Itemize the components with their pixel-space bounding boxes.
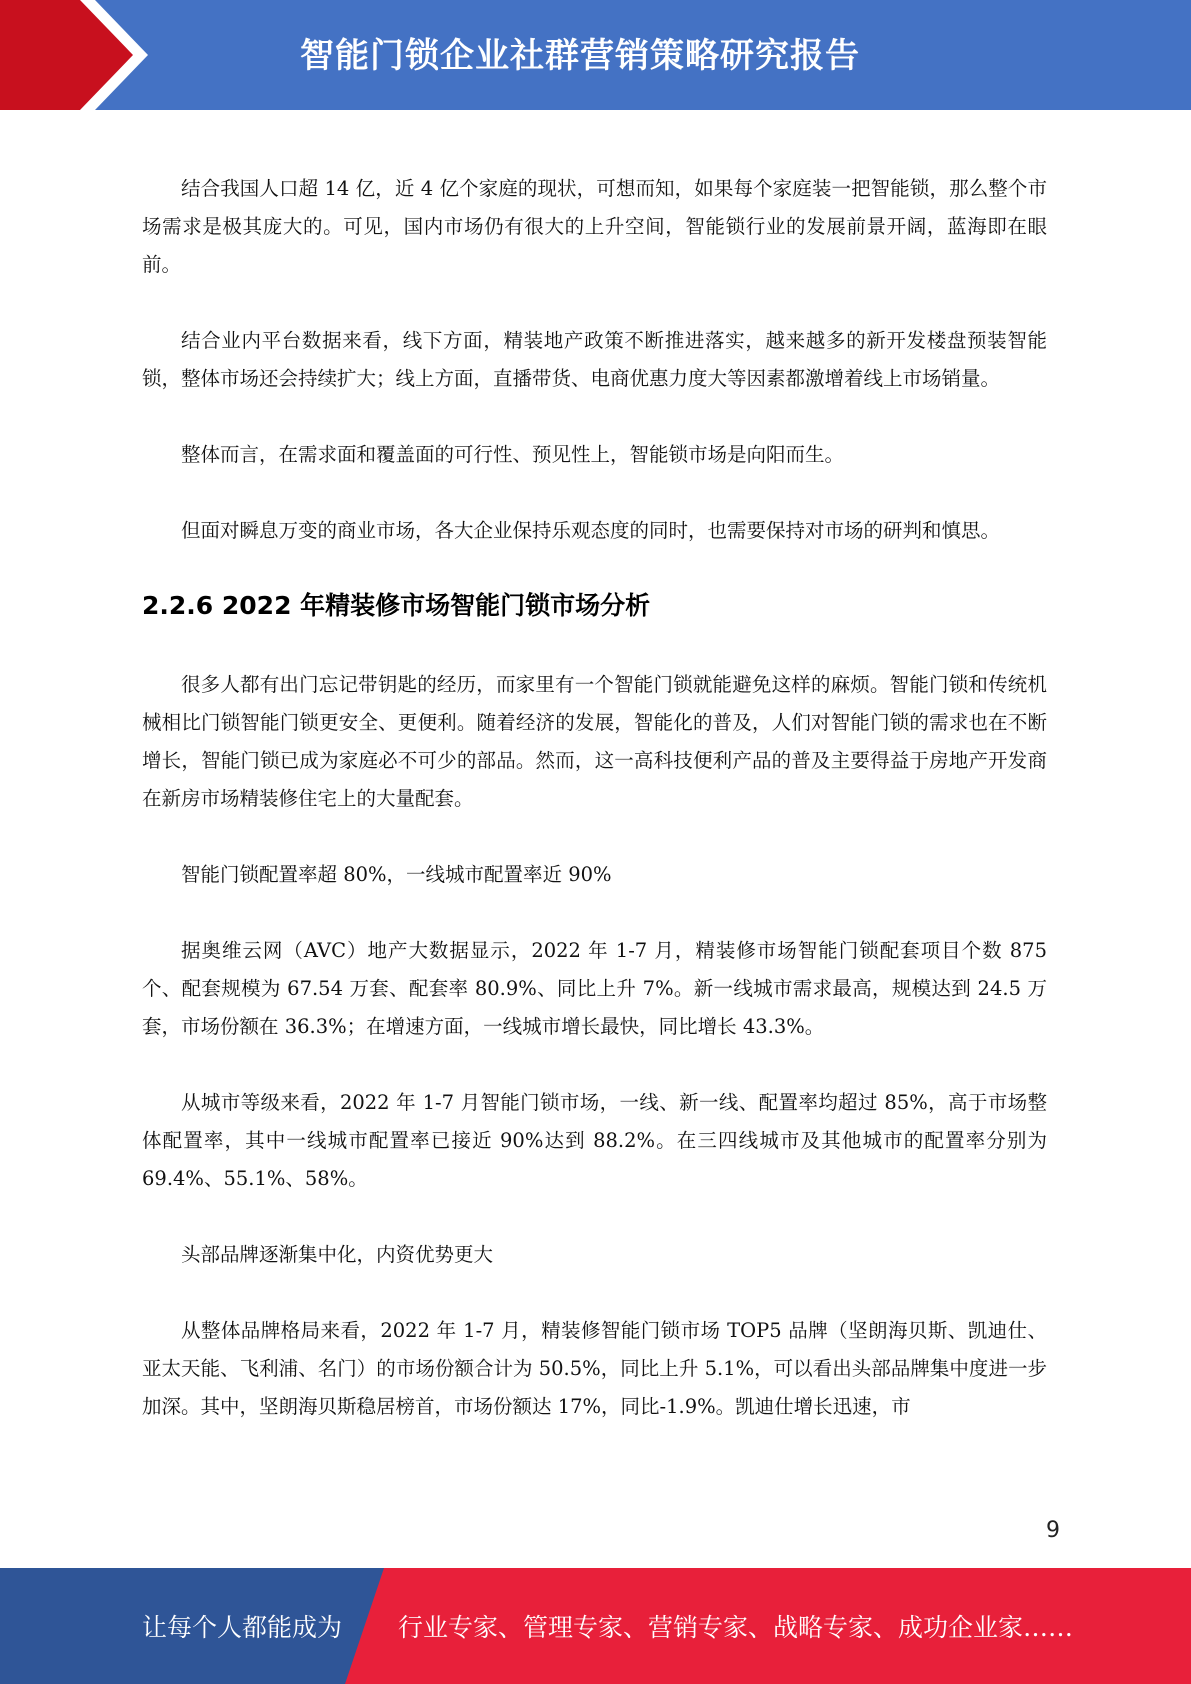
paragraph: 结合我国人口超 14 亿，近 4 亿个家庭的现状，可想而知，如果每个家庭装一把智能锁，那么整个市场需求是极其庞大的。可见，国内市场仍有很大的上升空间，智能锁行业的发展前景开阔，蓝海即在眼前。	[142, 177, 1047, 276]
page-number: 9	[1046, 1518, 1060, 1543]
paragraph: 但面对瞬息万变的商业市场，各大企业保持乐观态度的同时，也需要保持对市场的研判和慎思。	[181, 519, 1001, 542]
document-body	[142, 170, 1047, 1464]
paragraph: 结合业内平台数据来看，线下方面，精装地产政策不断推进落实，越来越多的新开发楼盘预装智能锁，整体市场还会持续扩大；线上方面，直播带货、电商优惠力度大等因素都激增着线上市场销量。	[142, 329, 1047, 390]
section-heading: 2.2.6 2022 年精装修市场智能门锁市场分析	[142, 591, 651, 620]
footer-slogan-right: 行业专家、管理专家、营销专家、战略专家、成功企业家……	[398, 1613, 1074, 1642]
report-title: 智能门锁企业社群营销策略研究报告	[300, 36, 860, 76]
page-header	[0, 0, 1191, 110]
paragraph: 从整体品牌格局来看，2022 年 1-7 月，精装修智能门锁市场 TOP5 品牌（坚朗海贝斯、凯迪仕、亚太天能、飞利浦、名门）的市场份额合计为 50.5%，同比上升 5.1%，可以看出头部品牌集中度进一步加深。其中，坚朗海贝斯稳居榜首，市场份额达 17%，同比-1.9%。凯迪仕增长迅速，市	[142, 1319, 1047, 1418]
page-footer	[0, 1568, 1191, 1684]
subheading-paragraph: 头部品牌逐渐集中化，内资优势更大	[181, 1243, 494, 1266]
paragraph: 据奥维云网（AVC）地产大数据显示，2022 年 1-7 月，精装修市场智能门锁配套项目个数 875 个、配套规模为 67.54 万套、配套率 80.9%、同比上升 7%。新一线城市需求最高，规模达到 24.5 万套，市场份额在 36.3%；在增速方面，一线城市增长最快，同比增长 43.3%。	[142, 939, 1047, 1038]
paragraph: 整体而言，在需求面和覆盖面的可行性、预见性上，智能锁市场是向阳而生。	[181, 443, 845, 466]
paragraph: 从城市等级来看，2022 年 1-7 月智能门锁市场，一线、新一线、配置率均超过 85%，高于市场整体配置率，其中一线城市配置率已接近 90%达到 88.2%。在三四线城市及其他城市的配置率分别为 69.4%、55.1%、58%。	[142, 1091, 1047, 1190]
footer-slogan-left: 让每个人都能成为	[142, 1613, 343, 1642]
paragraph: 很多人都有出门忘记带钥匙的经历，而家里有一个智能门锁就能避免这样的麻烦。智能门锁和传统机械相比门锁智能门锁更安全、更便利。随着经济的发展，智能化的普及，人们对智能门锁的需求也在不断增长，智能门锁已成为家庭必不可少的部品。然而，这一高科技便利产品的普及主要得益于房地产开发商在新房市场精装修住宅上的大量配套。	[142, 673, 1047, 810]
subheading-paragraph: 智能门锁配置率超 80%，一线城市配置率近 90%	[181, 863, 612, 886]
